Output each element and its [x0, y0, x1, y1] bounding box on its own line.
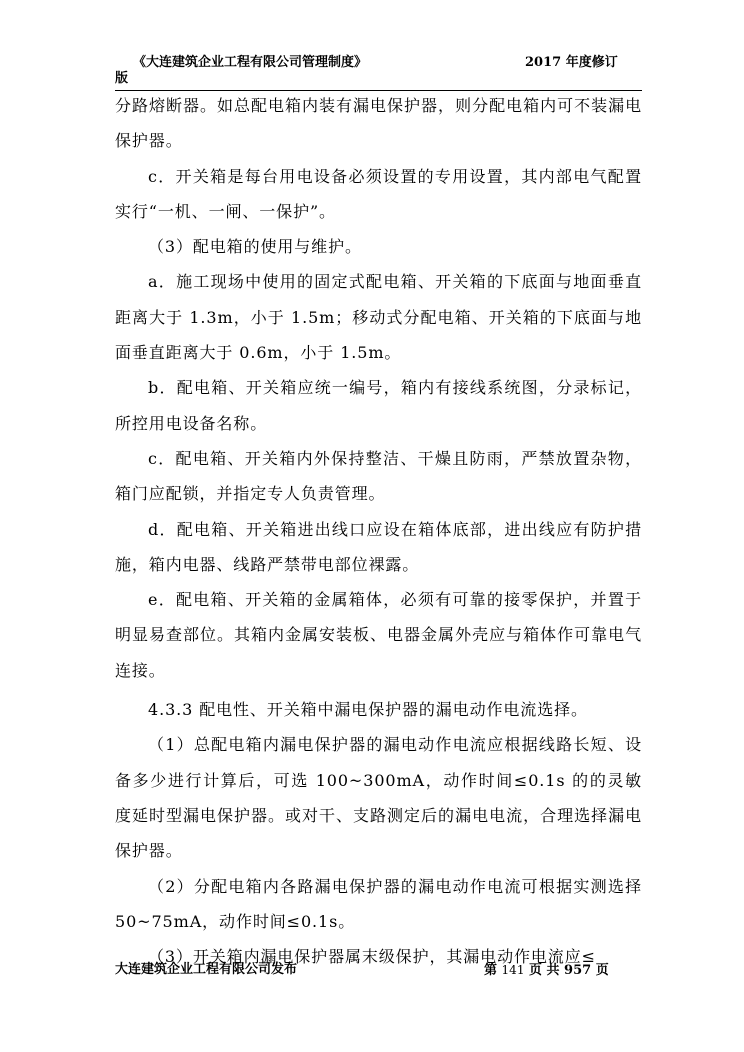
page-prefix: 第: [484, 963, 498, 978]
paragraph: a．施工现场中使用的固定式配电箱、开关箱的下底面与地面垂直距离大于 1.3m，小于 1.5m；移动式分配电箱、开关箱的下底面与地面垂直距离大于 0.6m，小于 1.5m。: [115, 272, 642, 363]
paragraph: （3）配电箱的使用与维护。: [148, 237, 362, 257]
paragraph: e．配电箱、开关箱的金属箱体，必须有可靠的接零保护，并置于明显易查部位。其箱内金属安装板、电器金属外壳应与箱体作可靠电气连接。: [115, 590, 642, 680]
paragraph: c．开关箱是每台用电设备必须设置的专用设置，其内部电气配置实行“一机、一闸、一保护”。: [115, 166, 642, 221]
paragraph: c．配电箱、开关箱内外保持整洁、干燥且防雨，严禁放置杂物，箱门应配锁，并指定专人负责管理。: [115, 448, 642, 504]
paragraph: （1）总配电箱内漏电保护器的漏电动作电流应根据线路长短、设备多少进行计算后，可选 100~300mA，动作时间≤0.1s 的的灵敏度延时型漏电保护器。或对干、支路测定后的漏电电流，合理选择漏电保护器。: [115, 735, 642, 861]
paragraph: b．配电箱、开关箱应统一编号，箱内有接线系统图，分录标记，所控用电设备名称。: [115, 378, 642, 433]
footer-publisher: 大连建筑企业工程有限公司发布: [115, 962, 298, 977]
paragraph: （2）分配电箱内各路漏电保护器的漏电动作电流可根据实测选择 50~75mA，动作时间≤0.1s。: [115, 876, 642, 931]
paragraph: （3）开关箱内漏电保护器属末级保护，其漏电动作电流应≤: [148, 947, 596, 967]
section-heading: 4.3.3 配电性、开关箱中漏电保护器的漏电动作电流选择。: [148, 700, 588, 720]
paragraph: d．配电箱、开关箱进出线口应设在箱体底部，进出线应有防护措施，箱内电器、线路严禁带电部位裸露。: [115, 519, 642, 574]
page-mid: 页 共: [528, 963, 560, 978]
page-number: 141: [501, 963, 525, 977]
header-title: 《大连建筑企业工程有限公司管理制度》: [133, 55, 368, 70]
page-suffix: 页: [595, 963, 609, 978]
header-edition-wrap: 版: [115, 71, 129, 86]
header-edition: 2017 年度修订: [525, 55, 618, 70]
paragraph: 分路熔断器。如总配电箱内装有漏电保护器，则分配电箱内可不装漏电保护器。: [115, 96, 642, 151]
body-text: [115, 88, 642, 974]
page-total: 957: [564, 963, 592, 978]
footer-page-info: [484, 962, 609, 979]
